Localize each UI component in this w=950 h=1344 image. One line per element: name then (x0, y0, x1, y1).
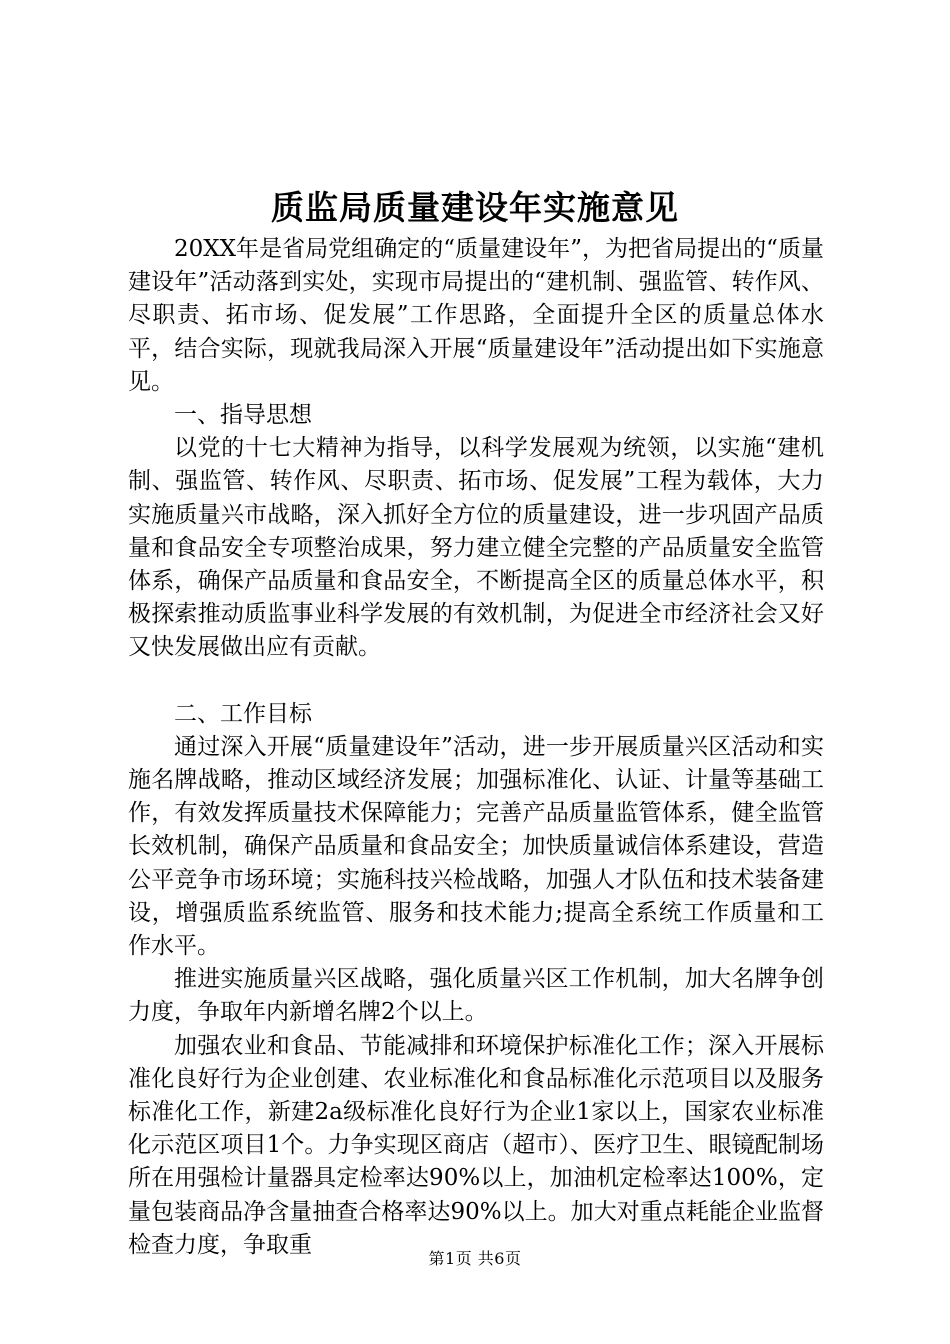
guiding-thought-paragraph: 以党的十七大精神为指导，以科学发展观为统领，以实施“建机制、强监管、转作风、尽职责、拓市场、促发展”工程为载体，大力实施质量兴市战略，深入抓好全方位的质量建设，进一步巩固产品质量和食品安全专项整治成果，努力建立健全完整的产品质量安全监管体系，确保产品质量和食品安全，不断提高全区的质量总体水平，积极探索推动质监事业科学发展的有效机制，为促进全市经济社会又好又快发展做出应有贡献。 (128, 435, 824, 661)
standardization-paragraph: 加强农业和食品、节能减排和环境保护标准化工作；深入开展标准化良好行为企业创建、农业标准化和食品标准化示范项目以及服务标准化工作，新建2a级标准化良好行为企业1家以上，国家农业标准化示范区项目1个。力争实现区商店（超市）、医疗卫生、眼镜配制场所在用强检计量器具定检率达90%以上，加油机定检率达100%，定量包装商品净含量抽查合格率达90%以上。加大对重点耗能企业监督检查力度，争取重 (128, 1032, 824, 1258)
intro-paragraph: 20XX年是省局党组确定的“质量建设年”，为把省局提出的“质量建设年”活动落到实处，实现市局提出的“建机制、强监管、转作风、尽职责、拓市场、促发展”工作思路，全面提升全区的质量总体水平，结合实际，现就我局深入开展“质量建设年”活动提出如下实施意见。 (128, 236, 824, 395)
section-heading-guiding-thought: 一、指导思想 (174, 402, 312, 429)
document-body (128, 233, 824, 1262)
work-goals-paragraph: 通过深入开展“质量建设年”活动，进一步开展质量兴区活动和实施名牌战略，推动区域经济发展；加强标准化、认证、计量等基础工作，有效发挥质量技术保障能力；完善产品质量监管体系，健全监管长效机制，确保产品质量和食品安全；加快质量诚信体系建设，营造公平竞争市场环境；实施科技兴检战略，加强人才队伍和技术装备建设，增强质监系统监管、服务和技术能力;提高全系统工作质量和工作水平。 (128, 733, 824, 960)
document-title: 质监局质量建设年实施意见 (271, 188, 679, 227)
paragraph-spacer (128, 665, 824, 698)
section-heading-work-goals: 二、工作目标 (174, 700, 312, 727)
brand-strategy-paragraph: 推进实施质量兴区战略，强化质量兴区工作机制，加大名牌争创力度，争取年内新增名牌2个以上。 (128, 966, 824, 1026)
page-footer: 第1页 共6页 (428, 1249, 522, 1268)
